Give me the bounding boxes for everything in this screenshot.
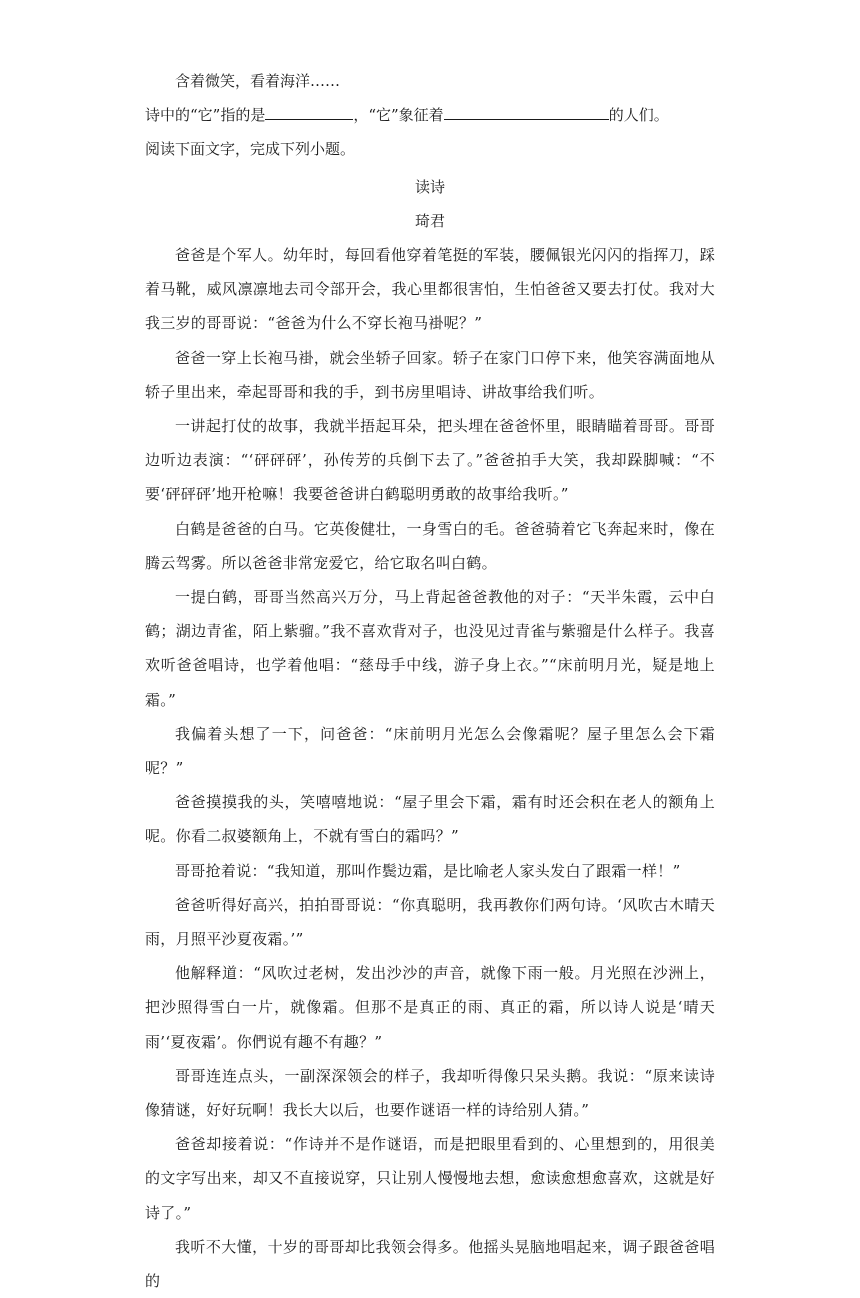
- answer-blank-1[interactable]: [265, 104, 353, 120]
- article-paragraph: 一提白鹤，哥哥当然高兴万分，马上背起爸爸教他的对子：“天半朱霞，云中白鹤；湖边青雀，陌上紫骝。”我不喜欢背对子，也没见过青雀与紫骝是什么样子。我喜欢听爸爸唱诗，也学着他唱：“慈母手中线，游子身上衣。”“床前明月光，疑是地上霜。”: [145, 588, 715, 709]
- article-paragraph: 我偏着头想了一下，问爸爸：“床前明月光怎么会像霜呢？屋子里怎么会下霜呢？”: [145, 724, 715, 778]
- article-paragraph: 哥哥抢着说：“我知道，那叫作鬓边霜，是比喻老人家头发白了跟霜一样！”: [175, 861, 681, 880]
- article-body: [145, 238, 715, 1298]
- question-text-1: 诗中的“它”指的是: [145, 106, 266, 124]
- article-paragraph: 他解释道：“风吹过老树，发出沙沙的声音，就像下雨一般。月光照在沙洲上，把沙照得雪白一片，就像霜。但那不是真正的雨、真正的霜，所以诗人说是‘晴天雨’‘夏夜霜’。你們说有趣不有趣？”: [145, 964, 715, 1051]
- article-paragraph: 哥哥连连点头，一副深深领会的样子，我却听得像只呆头鹅。我说：“原来读诗像猜谜，好好玩啊！我长大以后，也要作谜语一样的诗给别人猜。”: [145, 1066, 715, 1120]
- article-paragraph: 爸爸一穿上长袍马褂，就会坐轿子回家。轿子在家门口停下来，他笑容满面地从轿子里出来，牵起哥哥和我的手，到书房里唱诗、讲故事给我们听。: [145, 348, 715, 401]
- article-paragraph: 一讲起打仗的故事，我就半捂起耳朵，把头埋在爸爸怀里，眼睛瞄着哥哥。哥哥边听边表演：“‘砰砰砰’，孙传芳的兵倒下去了。”爸爸拍手大笑，我却跺脚喊：“不要‘砰砰砰’地开枪嘛！我要爸爸讲白鹤聪明勇敢的故事给我听。”: [145, 417, 715, 504]
- reading-instruction: 阅读下面文字，完成下列小题。: [145, 140, 356, 158]
- article-paragraph: 我听不大懂，十岁的哥哥却比我领会得多。他摇头晃脑地唱起来，调子跟爸爸唱的: [145, 1237, 715, 1291]
- article-author: 琦君: [414, 212, 445, 230]
- document-page: [145, 64, 715, 1298]
- article-title: 读诗: [414, 178, 445, 196]
- article-paragraph: 爸爸却接着说：“作诗并不是作谜语，而是把眼里看到的、心里想到的，用很美的文字写出来，却又不直接说穿，只让别人慢慢地去想，愈读愈想愈喜欢，这就是好诗了。”: [145, 1135, 715, 1222]
- article-paragraph: 白鹤是爸爸的白马。它英俊健壮，一身雪白的毛。爸爸骑着它飞奔起来时，像在腾云驾雾。所以爸爸非常宠爱它，给它取名叫白鹤。: [145, 519, 715, 572]
- question-text-2: ，“它”象征着: [353, 106, 444, 124]
- article-paragraph: 爸爸听得好高兴，拍拍哥哥说：“你真聪明，我再教你们两句诗。‘风吹古木晴天雨，月照平沙夏夜霜。’”: [145, 895, 715, 949]
- article-paragraph: 爸爸摸摸我的头，笑嘻嘻地说：“屋子里会下霜，霜有时还会积在老人的额角上呢。你看二叔婆额角上，不就有雪白的霜吗？”: [145, 793, 715, 846]
- answer-blank-2[interactable]: [444, 104, 609, 120]
- question-text-3: 的人们。: [608, 106, 669, 124]
- fill-in-question: [145, 98, 715, 132]
- poem-closing-line: 含着微笑，看着海洋……: [175, 72, 341, 90]
- article-paragraph: 爸爸是个军人。幼年时，每回看他穿着笔挺的军装，腰佩银光闪闪的指挥刀，踩着马靴，威风凛凛地去司令部开会，我心里都很害怕，生怕爸爸又要去打仗。我对大我三岁的哥哥说：“爸爸为什么不穿长袍马褂呢？”: [145, 246, 715, 333]
